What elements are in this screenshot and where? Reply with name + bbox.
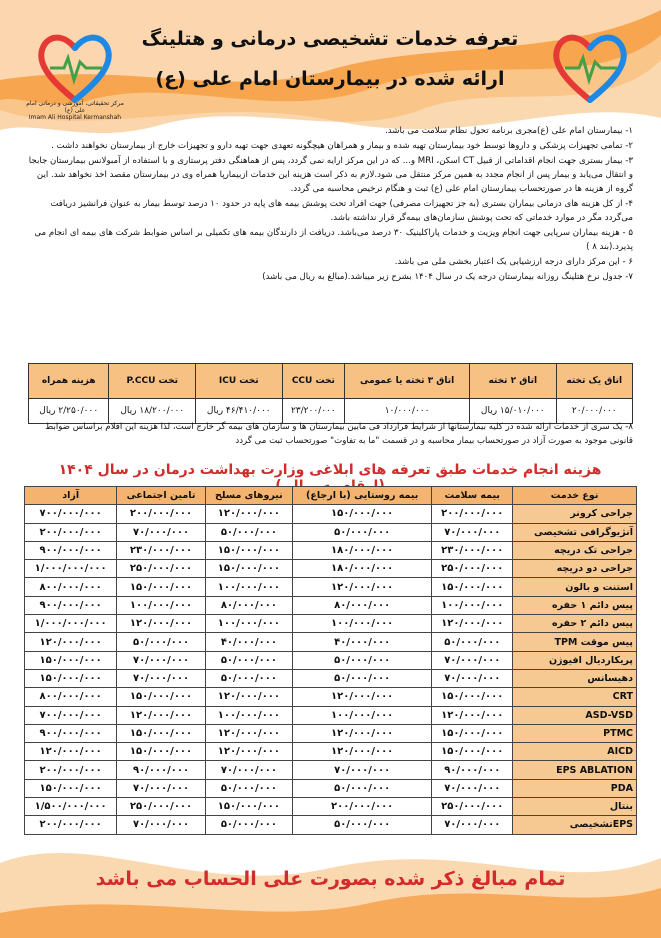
note-8: ۸- یک سری از خدمات ارائه شده در کلیه بیمارستانها از شرایط قرارداد فی مابین بیمارستان ها و سازمان های بیمه گر خارج است، لذا هزینه این اقلام براساس ضوابط قانونی موجود به صورت آزاد در صورتحساب بیمار محاسبه و در قسمت "ما به تفاوت" صورتحساب ثبت می گردد [45,422,633,446]
price-cell: ۱۲۰/۰۰۰/۰۰۰ [205,743,292,761]
price-cell: ۲۵۰/۰۰۰/۰۰۰ [117,560,205,578]
service-name-cell: جراحی تک دریچه [513,541,637,559]
price-cell: ۷۰/۰۰۰/۰۰۰ [432,523,513,541]
table-row [25,560,637,578]
table-row [25,743,637,761]
price-cell: ۱۲۰/۰۰۰/۰۰۰ [432,706,513,724]
price-cell: ۵۰/۰۰۰/۰۰۰ [432,633,513,651]
price-cell: ۷۰/۰۰۰/۰۰۰ [293,761,432,779]
table-header-cell: هزینه همراه [29,364,109,399]
price-cell: ۷۰/۰۰۰/۰۰۰ [117,779,205,797]
price-cell: ۲۳۰/۰۰۰/۰۰۰ [117,541,205,559]
price-cell: ۲۵۰/۰۰۰/۰۰۰ [432,560,513,578]
hospital-logo-right-icon [545,22,635,112]
service-name-cell: دهیسانس [513,669,637,687]
table-header-cell: اتاق ۲ تخته [470,364,557,399]
price-cell: ۱۰۰/۰۰۰/۰۰۰ [293,706,432,724]
price-cell: ۱۵۰/۰۰۰/۰۰۰ [432,688,513,706]
table-header-cell: آزاد [25,487,117,505]
service-name-cell: AICD [513,743,637,761]
table-row [25,578,637,596]
price-cell: ۱۰۰/۰۰۰/۰۰۰ [432,596,513,614]
price-cell: ۱۰۰/۰۰۰/۰۰۰ [205,706,292,724]
price-cell: ۱۵۰/۰۰۰/۰۰۰ [205,560,292,578]
price-cell: ۲۰۰/۰۰۰/۰۰۰ [432,505,513,523]
table-cell: ۴۶/۴۱۰/۰۰۰ ریال [196,399,283,424]
price-cell: ۱۲۰/۰۰۰/۰۰۰ [117,615,205,633]
price-cell: ۵۰/۰۰۰/۰۰۰ [205,779,292,797]
price-cell: ۱۵۰/۰۰۰/۰۰۰ [205,541,292,559]
service-name-cell: جراحی دو دریچه [513,560,637,578]
price-cell: ۵۰/۰۰۰/۰۰۰ [205,523,292,541]
hoteling-rate-table [28,363,633,424]
price-cell: ۷۰/۰۰۰/۰۰۰ [117,523,205,541]
price-cell: ۵۰/۰۰۰/۰۰۰ [205,816,292,834]
price-cell: ۱۵۰/۰۰۰/۰۰۰ [25,669,117,687]
price-cell: ۷۰۰/۰۰۰/۰۰۰ [25,505,117,523]
price-cell: ۷۰/۰۰۰/۰۰۰ [117,669,205,687]
table-row [25,779,637,797]
price-cell: ۱۵۰/۰۰۰/۰۰۰ [432,743,513,761]
table-cell: ۲۰/۰۰۰/۰۰۰ [556,399,632,424]
price-cell: ۱۰۰/۰۰۰/۰۰۰ [293,615,432,633]
price-cell: ۴۰/۰۰۰/۰۰۰ [205,633,292,651]
service-name-cell: EPS ABLATION [513,761,637,779]
table-row [25,615,637,633]
service-name-cell: PTMC [513,724,637,742]
table-cell: ۱۸/۲۰۰/۰۰۰ ریال [109,399,196,424]
price-cell: ۲۵۰/۰۰۰/۰۰۰ [432,798,513,816]
hospital-logo-left-icon [30,22,120,112]
table-row [25,651,637,669]
price-cell: ۱۵۰/۰۰۰/۰۰۰ [117,743,205,761]
table-cell: ۱۵/۰۱۰/۰۰۰ ریال [470,399,557,424]
price-cell: ۱۵۰/۰۰۰/۰۰۰ [205,798,292,816]
price-cell: ۷۰/۰۰۰/۰۰۰ [432,669,513,687]
table-header-cell: تخت CCU [282,364,345,399]
table-row [25,596,637,614]
table-row [25,505,637,523]
table-header-cell: تخت P.CCU [109,364,196,399]
price-cell: ۱۵۰/۰۰۰/۰۰۰ [25,779,117,797]
price-cell: ۱۸۰/۰۰۰/۰۰۰ [293,541,432,559]
price-cell: ۷۰/۰۰۰/۰۰۰ [432,651,513,669]
table-row [25,523,637,541]
service-name-cell: پریکاردیال افیوژن [513,651,637,669]
services-rate-table [24,486,637,835]
price-cell: ۵۰/۰۰۰/۰۰۰ [293,523,432,541]
price-cell: ۱۲۰/۰۰۰/۰۰۰ [25,633,117,651]
price-cell: ۱۲۰/۰۰۰/۰۰۰ [432,615,513,633]
table-row [25,798,637,816]
price-cell: ۱۰۰/۰۰۰/۰۰۰ [205,615,292,633]
table-header-cell: تامین اجتماعی [117,487,205,505]
price-cell: ۵۰/۰۰۰/۰۰۰ [205,651,292,669]
price-cell: ۲۰۰/۰۰۰/۰۰۰ [117,505,205,523]
price-cell: ۲۵۰/۰۰۰/۰۰۰ [117,798,205,816]
price-cell: ۱۵۰/۰۰۰/۰۰۰ [117,724,205,742]
note-item: ۱- بیمارستان امام علی (ع)مجری برنامه تحول نظام سلامت می باشد. [385,126,633,136]
note-item: ۴- از کل هزینه های درمانی بیماران بستری (به جز تجهیزات مصرفی) جهت افراد تحت پوشش بیمه های پایه در حدود ۱۰ درصد توسط بیمار به عنوان فرانشیز دریافت می‌گردد مگر در موارد خدماتی که تحت پوشش سازمان‌های بیمه‌گر قرار نداشته باشد. [50,199,633,223]
page-title: تعرفه خدمات تشخیصی درمانی و هتلینگ [141,28,519,50]
price-cell: ۲۰۰/۰۰۰/۰۰۰ [25,761,117,779]
price-cell: ۵۰/۰۰۰/۰۰۰ [205,669,292,687]
notes-list [28,124,633,285]
service-name-cell: PDA [513,779,637,797]
service-name-cell: بنتال [513,798,637,816]
price-cell: ۷۰۰/۰۰۰/۰۰۰ [25,706,117,724]
service-name-cell: جراحی کرونر [513,505,637,523]
price-cell: ۲۰۰/۰۰۰/۰۰۰ [25,523,117,541]
price-cell: ۱۲۰/۰۰۰/۰۰۰ [293,578,432,596]
price-cell: ۵۰/۰۰۰/۰۰۰ [293,669,432,687]
service-name-cell: پیس دائم ۲ حفره [513,615,637,633]
price-cell: ۷۰/۰۰۰/۰۰۰ [117,651,205,669]
note-item: ۵ - هزینه بیماران سرپایی جهت انجام ویزیت و خدمات پاراکلینیک ۳۰ درصد می‌باشد. دریافت از دارندگان بیمه های تکمیلی بر اساس ضوابط شرکت های بیمه ای انجام می پذیرد.(بند ۸ ) [34,228,633,252]
table-row [25,706,637,724]
table-row [25,669,637,687]
table-row [25,724,637,742]
price-cell: ۵۰/۰۰۰/۰۰۰ [293,651,432,669]
price-cell: ۱۲۰/۰۰۰/۰۰۰ [205,724,292,742]
price-cell: ۸۰/۰۰۰/۰۰۰ [205,596,292,614]
price-cell: ۷۰/۰۰۰/۰۰۰ [432,779,513,797]
price-cell: ۱۵۰/۰۰۰/۰۰۰ [117,688,205,706]
table-header-row [29,364,633,399]
price-cell: ۲۰۰/۰۰۰/۰۰۰ [25,816,117,834]
price-cell: ۹۰۰/۰۰۰/۰۰۰ [25,724,117,742]
price-cell: ۱۵۰/۰۰۰/۰۰۰ [432,724,513,742]
logo-caption-left: مرکز تحقیقاتی، آموزشی و درمانی امام علی (ع) Imam Ali Hospital Kermanshah [26,100,124,121]
page-subtitle: ارائه شده در بیمارستان امام علی (ع) [155,68,505,90]
table-row [25,761,637,779]
price-cell: ۱۲۰/۰۰۰/۰۰۰ [205,688,292,706]
table-header-cell: نیروهای مسلح [205,487,292,505]
price-cell: ۹۰/۰۰۰/۰۰۰ [117,761,205,779]
price-cell: ۵۰/۰۰۰/۰۰۰ [293,779,432,797]
table-cell: ۱۰/۰۰۰/۰۰۰ [345,399,470,424]
price-cell: ۵۰/۰۰۰/۰۰۰ [117,633,205,651]
table-header-row [25,487,637,505]
price-cell: ۱۵۰/۰۰۰/۰۰۰ [293,505,432,523]
table-row [25,541,637,559]
price-cell: ۱/۵۰۰/۰۰۰/۰۰۰ [25,798,117,816]
service-name-cell: EPSتشخیصی [513,816,637,834]
table-row [25,816,637,834]
services-table-body [25,505,637,834]
service-name-cell: پیس دائم ۱ حفره [513,596,637,614]
table-cell: ۲/۲۵۰/۰۰۰ ریال [29,399,109,424]
price-cell: ۸۰۰/۰۰۰/۰۰۰ [25,578,117,596]
price-cell: ۷۰/۰۰۰/۰۰۰ [432,816,513,834]
services-title: هزینه انجام خدمات طبق تعرفه های ابلاغی وزارت بهداشت درمان در سال ۱۴۰۴ [58,462,602,478]
service-name-cell: استنت و بالون [513,578,637,596]
price-cell: ۱۵۰/۰۰۰/۰۰۰ [25,651,117,669]
price-cell: ۱۰۰/۰۰۰/۰۰۰ [117,596,205,614]
service-name-cell: ASD-VSD [513,706,637,724]
price-cell: ۷۰/۰۰۰/۰۰۰ [205,761,292,779]
price-cell: ۹۰/۰۰۰/۰۰۰ [432,761,513,779]
price-cell: ۲۰۰/۰۰۰/۰۰۰ [293,798,432,816]
table-cell: ۲۳/۲۰۰/۰۰۰ [282,399,345,424]
price-cell: ۱۲۰/۰۰۰/۰۰۰ [205,505,292,523]
note-item: ۶ - این مرکز دارای درجه ارزشیابی یک اعتبار بخشی ملی می باشد. [394,257,633,267]
price-cell: ۹۰۰/۰۰۰/۰۰۰ [25,541,117,559]
price-cell: ۹۰۰/۰۰۰/۰۰۰ [25,596,117,614]
note-item: ۲- تمامی تجهیزات پزشکی و داروها توسط خود بیمارستان تهیه شده و بیمار و همراهان هیچگونه تعهدی جهت تهیه دارو و تجهیزات خارج از بیمارستان نخواهند داشت . [51,141,633,151]
service-name-cell: CRT [513,688,637,706]
table-header-cell: تخت ICU [196,364,283,399]
price-cell: ۱۸۰/۰۰۰/۰۰۰ [293,560,432,578]
footer-note: تمام مبالغ ذکر شده بصورت علی الحساب می باشد [95,868,566,890]
price-cell: ۱۵۰/۰۰۰/۰۰۰ [432,578,513,596]
table-header-cell: اتاق ۳ تخته یا عمومی [345,364,470,399]
price-cell: ۱۲۰/۰۰۰/۰۰۰ [293,724,432,742]
table-header-cell: اتاق یک تخته [556,364,632,399]
table-header-cell: نوع خدمت [513,487,637,505]
price-cell: ۱۲۰/۰۰۰/۰۰۰ [117,706,205,724]
price-cell: ۱۲۰/۰۰۰/۰۰۰ [25,743,117,761]
note-item: ۷- جدول نرخ هتلینگ روزانه بیمارستان درجه یک در سال ۱۴۰۴ بشرح زیر میباشد.(مبالغ به ریال می باشد) [262,272,633,282]
service-name-cell: پیس موقت TPM [513,633,637,651]
table-header-cell: بیمه روستایی (با ارجاع) [293,487,432,505]
table-header-cell: بیمه سلامت [432,487,513,505]
price-cell: ۱۲۰/۰۰۰/۰۰۰ [293,743,432,761]
price-cell: ۱۵۰/۰۰۰/۰۰۰ [117,578,205,596]
price-cell: ۲۳۰/۰۰۰/۰۰۰ [432,541,513,559]
price-cell: ۱۰۰/۰۰۰/۰۰۰ [205,578,292,596]
table-row [25,688,637,706]
price-cell: ۱۲۰/۰۰۰/۰۰۰ [293,688,432,706]
price-cell: ۱/۰۰۰/۰۰۰/۰۰۰ [25,560,117,578]
table-row [25,633,637,651]
price-cell: ۱/۰۰۰/۰۰۰/۰۰۰ [25,615,117,633]
note-item: ۳- بیمار بستری جهت انجام اقداماتی از قبیل CT اسکن، MRI و... که در این مرکز ارایه نمی گردد، پس از هماهنگی دفتر پرستاری و با استفاده از آمبولانس بیمارستان جابجا و انتقال می‌یابد و بیمار پس از انجام مجدد به همین مرکز منتقل می شود.لازم به ذکر است هزینه این خدمات ازبیمارپا همراه وی در بیمارستان مقصد اخذ نخواهد شد. این گروه از هزینه ها در صورتحساب بیمارستان امام علی (ع) ثبت و هنگام ترخیص محاسبه می گردد. [28,156,633,194]
price-cell: ۸۰۰/۰۰۰/۰۰۰ [25,688,117,706]
price-cell: ۴۰/۰۰۰/۰۰۰ [293,633,432,651]
price-cell: ۵۰/۰۰۰/۰۰۰ [293,816,432,834]
price-cell: ۷۰/۰۰۰/۰۰۰ [117,816,205,834]
price-cell: ۸۰/۰۰۰/۰۰۰ [293,596,432,614]
service-name-cell: آنژیوگرافی تشخیصی [513,523,637,541]
